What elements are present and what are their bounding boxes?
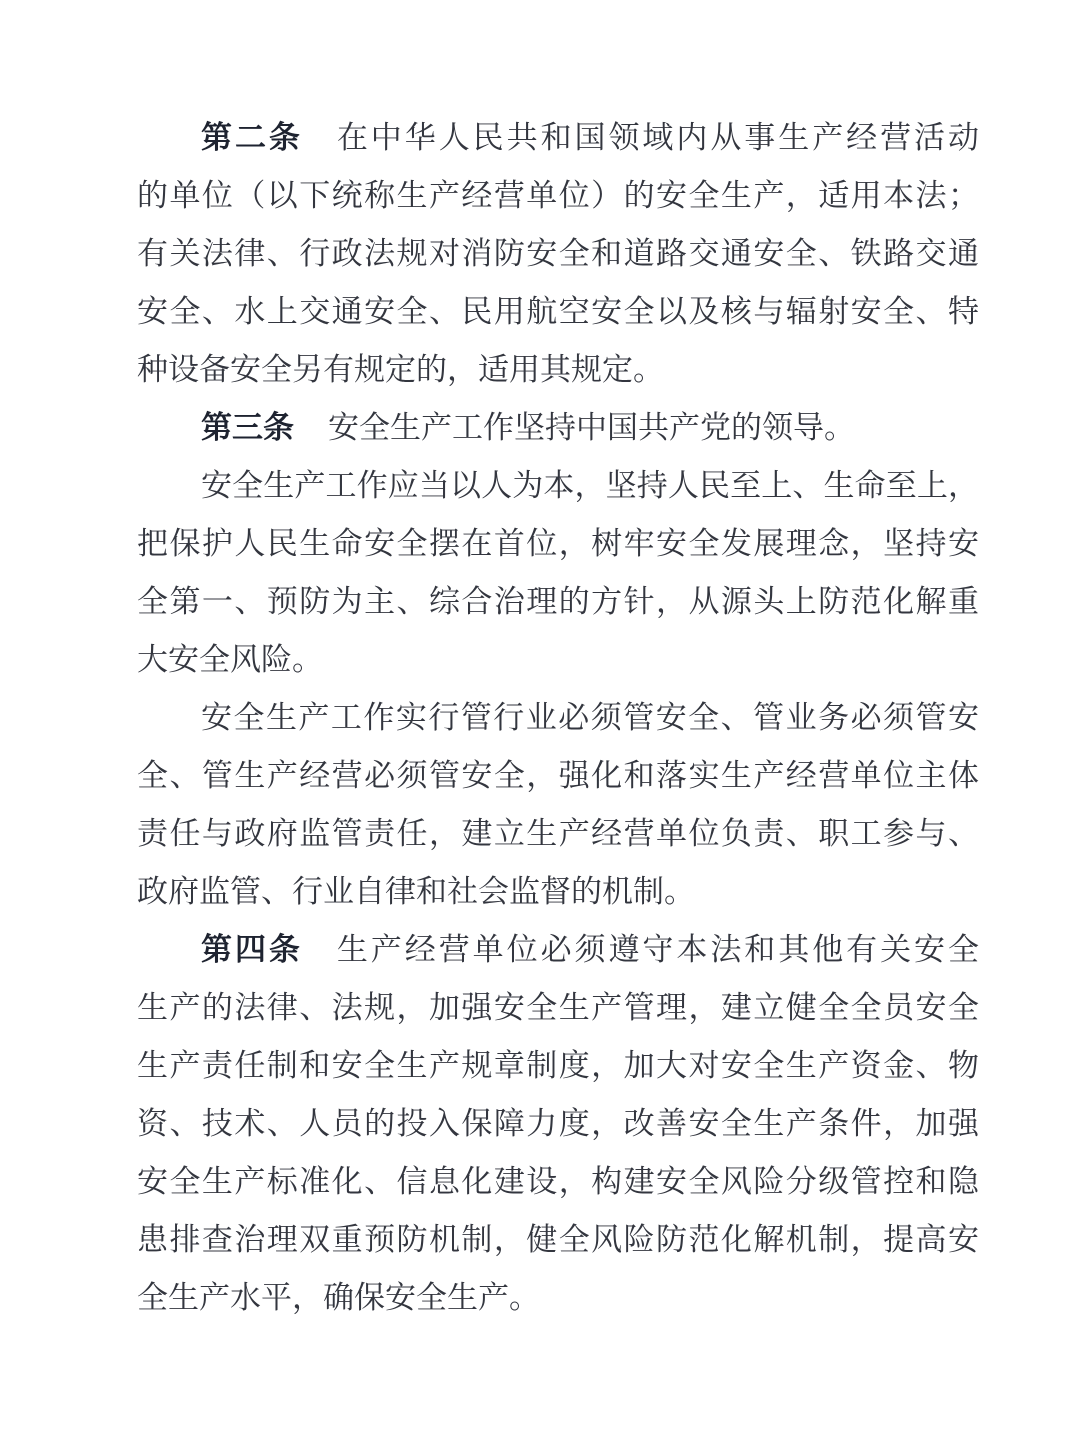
line-text: 的单位（以下统称生产经营单位）的安全生产，适用本法；	[137, 178, 979, 214]
text-line	[137, 979, 979, 1037]
text-line	[137, 573, 979, 631]
article-heading: 第三条	[201, 410, 294, 446]
text-line	[137, 341, 979, 399]
line-text: 安全生产工作应当以人为本，坚持人民至上、生命至上，	[201, 468, 979, 504]
article-paragraph	[137, 109, 979, 399]
document-body	[137, 109, 979, 1327]
text-line	[137, 1153, 979, 1211]
text-line	[137, 689, 979, 747]
text-line	[137, 109, 979, 167]
line-text: 有关法律、行政法规对消防安全和道路交通安全、铁路交通	[137, 236, 979, 272]
text-line	[137, 747, 979, 805]
paragraph	[137, 689, 979, 921]
text-line	[137, 225, 979, 283]
line-text: 责任与政府监管责任，建立生产经营单位负责、职工参与、	[137, 816, 979, 852]
line-text: 全生产水平，确保安全生产。	[137, 1280, 540, 1316]
line-text: 安全生产标准化、信息化建设，构建安全风险分级管控和隐	[137, 1164, 979, 1200]
text-line	[137, 1095, 979, 1153]
article-heading: 第四条	[201, 932, 303, 968]
text-line	[137, 1211, 979, 1269]
article-heading: 第二条	[201, 120, 303, 156]
line-text: 把保护人民生命安全摆在首位，树牢安全发展理念，坚持安	[137, 526, 979, 562]
text-line	[137, 805, 979, 863]
article-paragraph	[137, 921, 979, 1327]
text-line	[137, 863, 979, 921]
line-text: 大安全风险。	[137, 642, 323, 678]
line-text: 安全生产工作实行管行业必须管安全、管业务必须管安	[201, 700, 979, 736]
text-line	[137, 1037, 979, 1095]
line-text: 种设备安全另有规定的，适用其规定。	[137, 352, 664, 388]
text-line	[137, 283, 979, 341]
line-text: 生产责任制和安全生产规章制度，加大对安全生产资金、物	[137, 1048, 979, 1084]
paragraph	[137, 457, 979, 689]
text-line	[137, 631, 979, 689]
text-line	[137, 457, 979, 515]
line-text: 患排查治理双重预防机制，健全风险防范化解机制，提高安	[137, 1222, 979, 1258]
line-text: 生产的法律、法规，加强安全生产管理，建立健全全员安全	[137, 990, 979, 1026]
text-line	[137, 399, 979, 457]
line-text: 政府监管、行业自律和社会监督的机制。	[137, 874, 695, 910]
line-text: 全第一、预防为主、综合治理的方针，从源头上防范化解重	[137, 584, 979, 620]
line-text: 安全生产工作坚持中国共产党的领导。	[328, 410, 855, 446]
text-line	[137, 167, 979, 225]
line-text: 全、管生产经营必须管安全，强化和落实生产经营单位主体	[137, 758, 979, 794]
text-line	[137, 921, 979, 979]
line-text: 安全、水上交通安全、民用航空安全以及核与辐射安全、特	[137, 294, 979, 330]
line-text: 生产经营单位必须遵守本法和其他有关安全	[336, 932, 979, 968]
text-line	[137, 515, 979, 573]
line-text: 资、技术、人员的投入保障力度，改善安全生产条件，加强	[137, 1106, 979, 1142]
article-paragraph	[137, 399, 979, 457]
line-text: 在中华人民共和国领域内从事生产经营活动	[336, 120, 979, 156]
text-line	[137, 1269, 979, 1327]
